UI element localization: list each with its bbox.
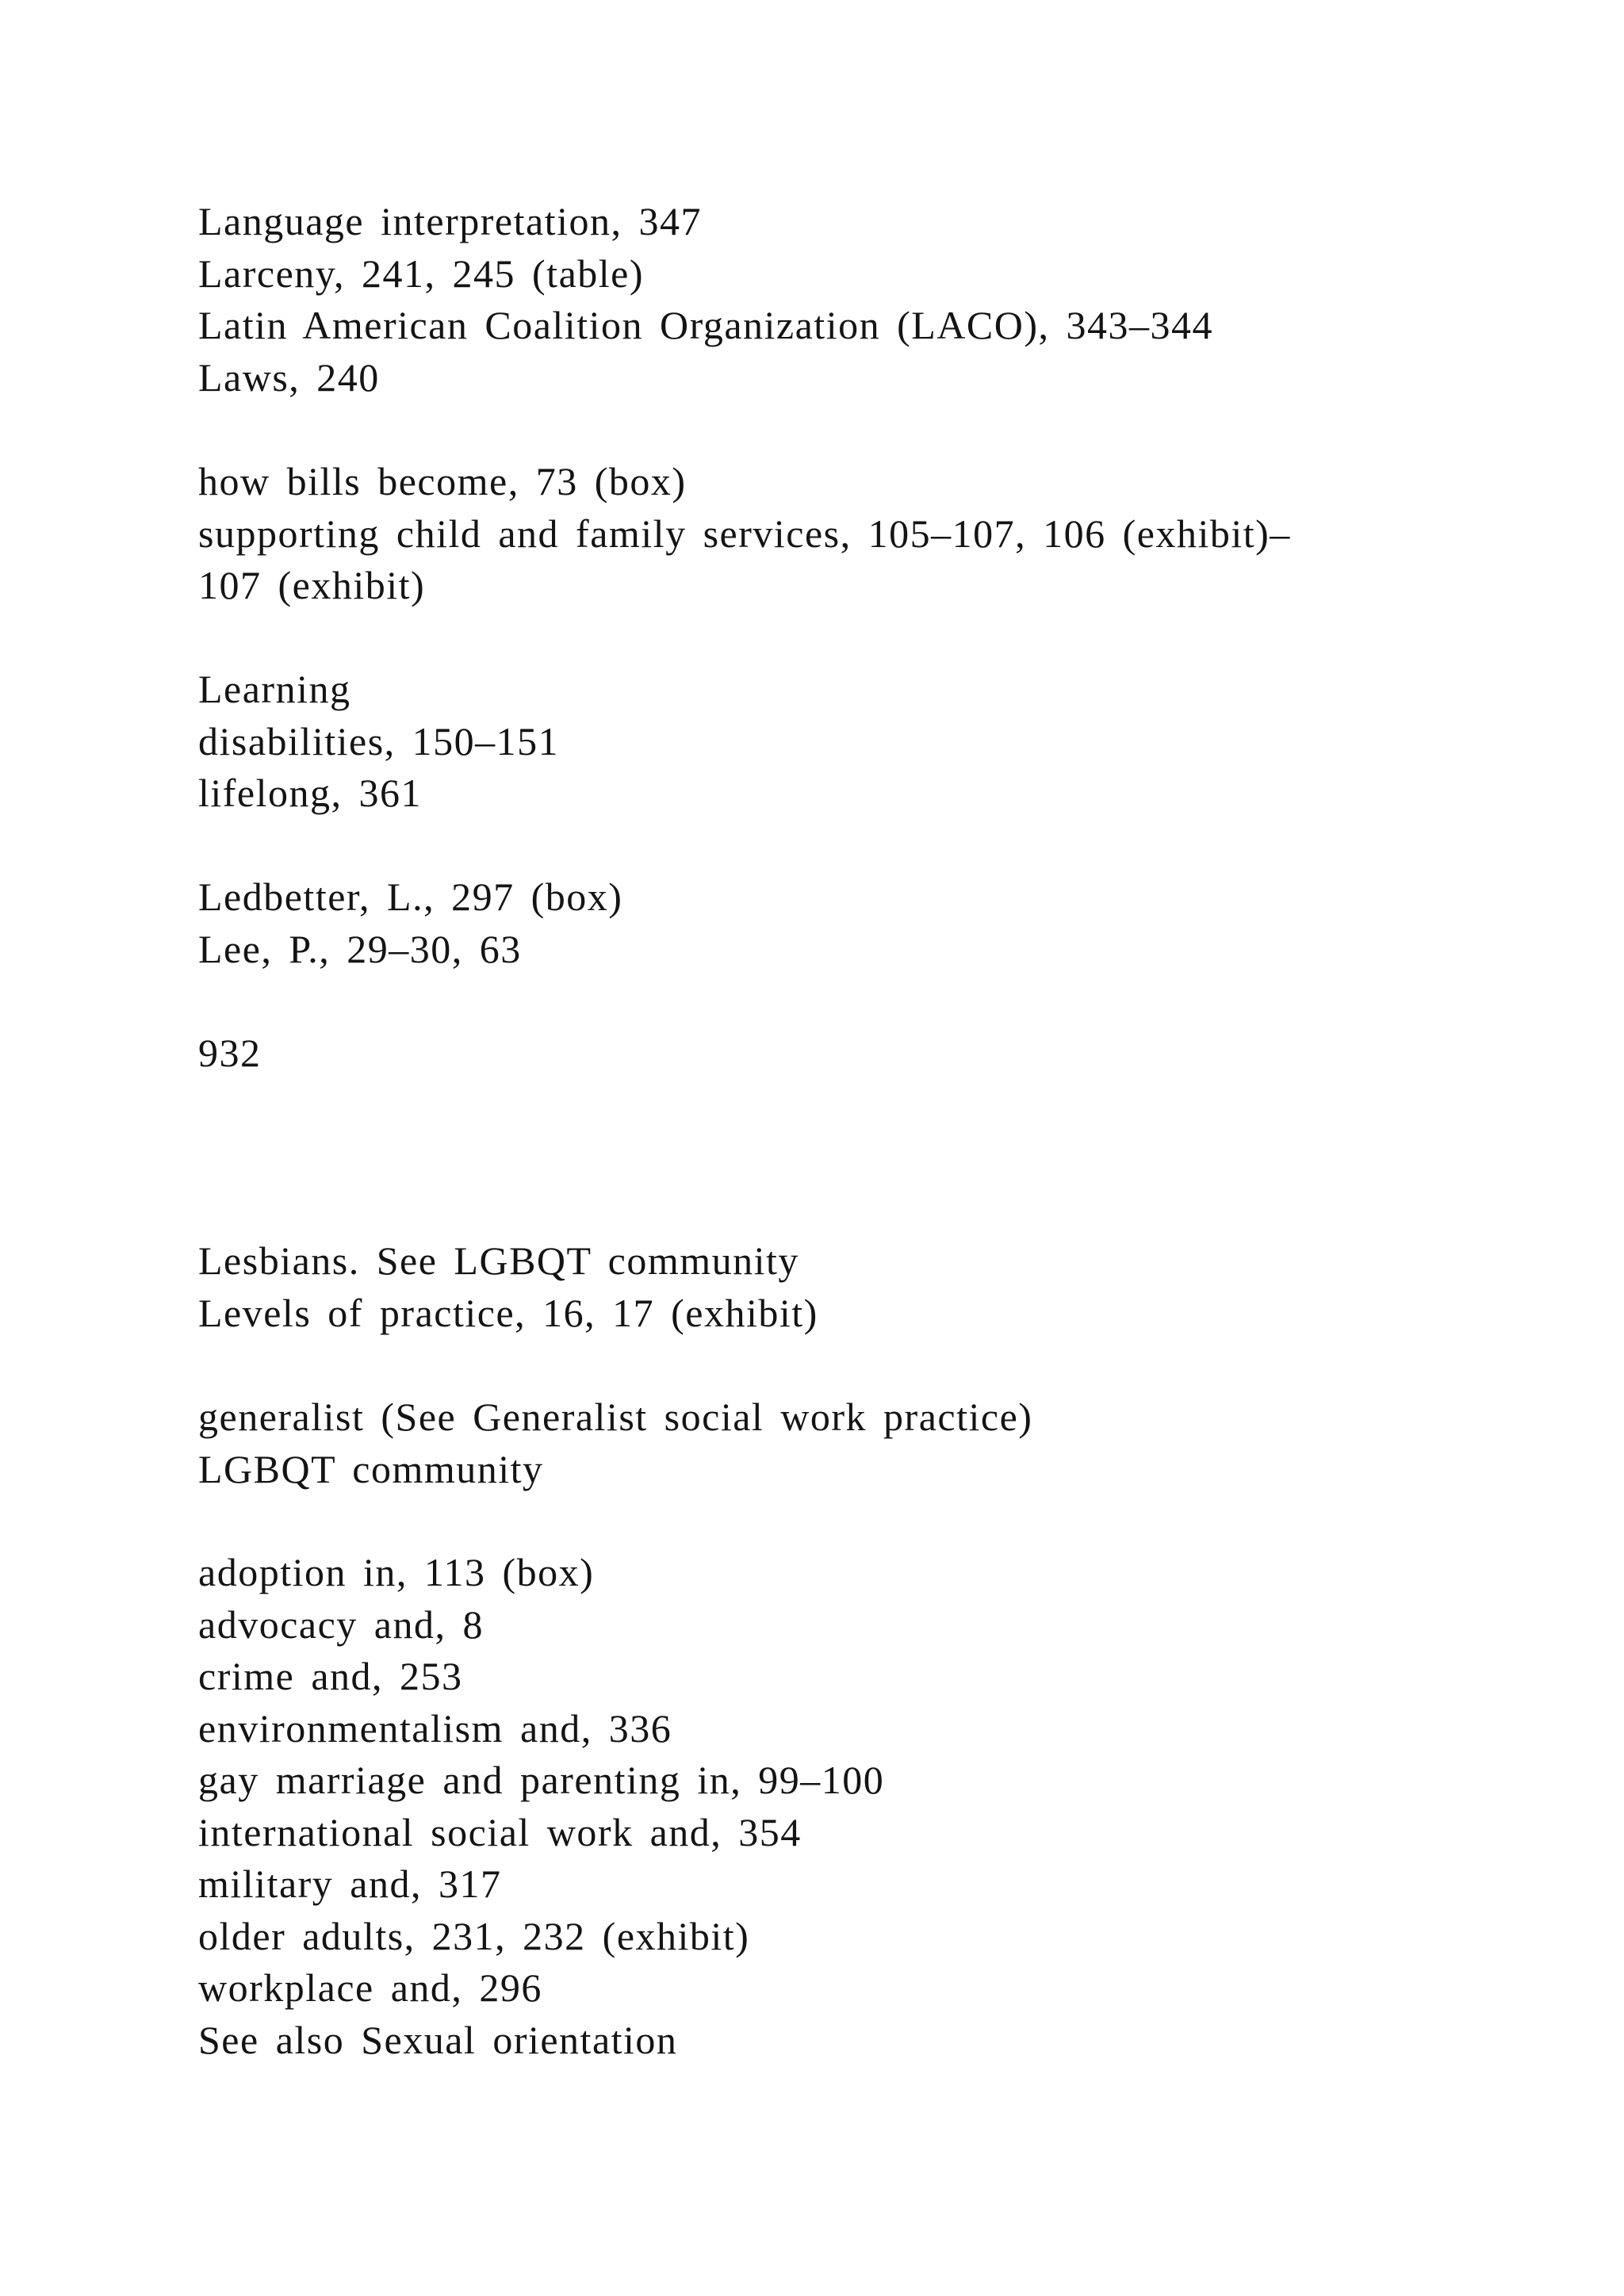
index-entry: Lee, P., 29–30, 63 bbox=[198, 926, 522, 971]
index-group-ledbetter-lee bbox=[198, 871, 1546, 975]
index-subentry: crime and, 253 bbox=[198, 1654, 463, 1698]
index-entry: Learning bbox=[198, 667, 351, 711]
page-number: 932 bbox=[198, 1031, 262, 1075]
index-subentry: international social work and, 354 bbox=[198, 1809, 802, 1854]
page-number-block bbox=[198, 1027, 1546, 1080]
index-subentry: generalist (See Generalist social work practice) bbox=[198, 1395, 1033, 1439]
index-subentry: advocacy and, 8 bbox=[198, 1601, 484, 1647]
index-cross-reference: See also Sexual orientation bbox=[198, 2017, 678, 2062]
index-entry: Larceny, 241, 245 (table) bbox=[198, 251, 644, 296]
index-entry: Levels of practice, 16, 17 (exhibit) bbox=[198, 1290, 818, 1335]
index-subentry: how bills become, 73 (box) bbox=[198, 459, 687, 503]
index-group-lesbians-levels bbox=[198, 1235, 1546, 1339]
index-subentry: gay marriage and parenting in, 99–100 bbox=[198, 1758, 885, 1802]
index-group-learning bbox=[198, 664, 1546, 820]
index-subentry: workplace and, 296 bbox=[198, 1965, 542, 2010]
index-group-language-laws bbox=[198, 196, 1546, 404]
index-subentry: disabilities, 150–151 bbox=[198, 718, 560, 763]
index-subentry: lifelong, 361 bbox=[198, 771, 423, 815]
index-group-generalist-lgbqt bbox=[198, 1391, 1546, 1495]
index-subentry: adoption in, 113 (box) bbox=[198, 1550, 595, 1594]
index-entry: Laws, 240 bbox=[198, 354, 380, 400]
index-entry: Latin American Coalition Organization (LACO), 343–344 bbox=[198, 303, 1214, 347]
index-subentry: military and, 317 bbox=[198, 1862, 502, 1906]
index-group-lgbqt-subentries bbox=[198, 1547, 1546, 2066]
index-subentry: supporting child and family services, 105–107, 106 (exhibit)– bbox=[198, 511, 1291, 556]
index-entry: Lesbians. See LGBQT community bbox=[198, 1238, 799, 1283]
index-entry: LGBQT community bbox=[198, 1446, 544, 1491]
index-group-laws-subentries bbox=[198, 456, 1546, 612]
index-subentry: environmentalism and, 336 bbox=[198, 1705, 672, 1751]
index-subentry: 107 (exhibit) bbox=[198, 563, 426, 607]
index-entry: Ledbetter, L., 297 (box) bbox=[198, 874, 623, 919]
index-entry: Language interpretation, 347 bbox=[198, 199, 702, 243]
index-subentry: older adults, 231, 232 (exhibit) bbox=[198, 1913, 750, 1958]
